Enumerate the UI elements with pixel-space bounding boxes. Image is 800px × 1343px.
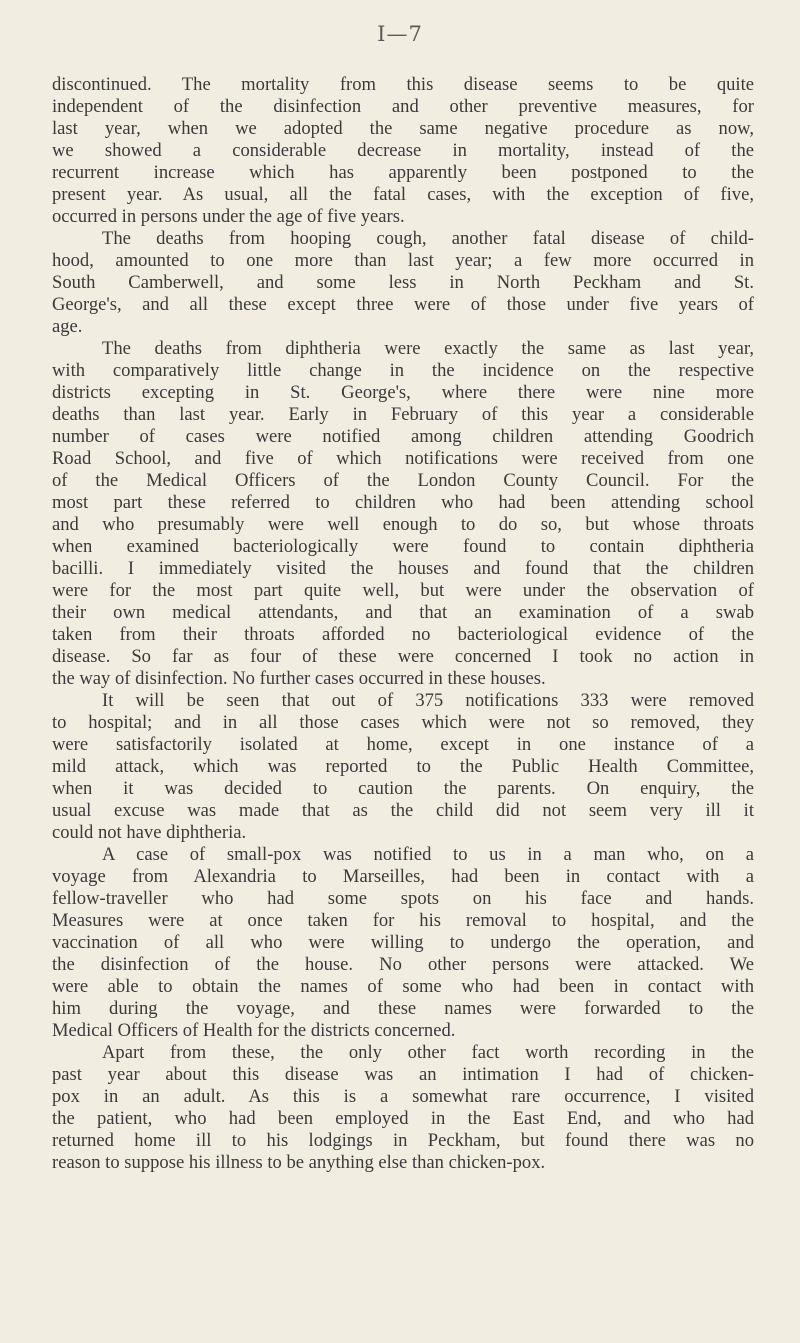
text-line: most part these referred to children who had been attending school <box>52 492 754 513</box>
text-line: Apart from these, the only other fact worth recording in the <box>102 1042 754 1063</box>
text-line: It will be seen that out of 375 notifications 333 were removed <box>102 690 754 711</box>
text-line: The deaths from hooping cough, another fatal disease of child- <box>102 228 754 249</box>
paragraph-p1 <box>52 74 754 228</box>
text-line: recurrent increase which has apparently been postponed to the <box>52 162 754 183</box>
text-line: mild attack, which was reported to the Public Health Committee, <box>52 756 754 777</box>
text-line: when examined bacteriologically were found to contain diphtheria <box>52 536 754 557</box>
page-number: I—7 <box>377 22 423 46</box>
text-line: were for the most part quite well, but were under the observation of <box>52 580 754 601</box>
text-line: the disinfection of the house. No other persons were attacked. We <box>52 954 754 975</box>
text-line: Road School, and five of which notifications were received from one <box>52 448 754 469</box>
text-line: usual excuse was made that as the child did not seem very ill it <box>52 800 754 821</box>
text-line: returned home ill to his lodgings in Peckham, but found there was no <box>52 1130 754 1151</box>
paragraph-p4 <box>52 690 754 844</box>
text-line: present year. As usual, all the fatal cases, with the exception of five, <box>52 184 754 205</box>
text-line: to hospital; and in all those cases which were not so removed, they <box>52 712 754 733</box>
text-line: discontinued. The mortality from this disease seems to be quite <box>52 74 754 95</box>
text-line: of the Medical Officers of the London County Council. For the <box>52 470 754 491</box>
text-line: Medical Officers of Health for the districts concerned. <box>52 1020 456 1041</box>
text-line: bacilli. I immediately visited the houses and found that the children <box>52 558 754 579</box>
text-line: Measures were at once taken for his removal to hospital, and the <box>52 910 754 931</box>
text-line: voyage from Alexandria to Marseilles, had been in contact with a <box>52 866 754 887</box>
text-line: past year about this disease was an intimation I had of chicken- <box>52 1064 754 1085</box>
body-text <box>52 74 754 1174</box>
text-line: could not have diphtheria. <box>52 822 247 843</box>
text-line: deaths than last year. Early in February of this year a considerable <box>52 404 754 425</box>
text-line: George's, and all these except three were of those under five years of <box>52 294 754 315</box>
text-line: A case of small-pox was notified to us in a man who, on a <box>102 844 754 865</box>
text-line: vaccination of all who were willing to undergo the operation, and <box>52 932 754 953</box>
text-line: and who presumably were well enough to do so, but whose throats <box>52 514 754 535</box>
text-line: South Camberwell, and some less in North Peckham and St. <box>52 272 754 293</box>
text-line: were satisfactorily isolated at home, except in one instance of a <box>52 734 754 755</box>
text-line: were able to obtain the names of some who had been in contact with <box>52 976 754 997</box>
text-line: occurred in persons under the age of five years. <box>52 206 405 227</box>
text-line: their own medical attendants, and that an examination of a swab <box>52 602 754 623</box>
paragraph-p3 <box>52 338 754 690</box>
text-line: reason to suppose his illness to be anything else than chicken-pox. <box>52 1152 546 1173</box>
text-line: The deaths from diphtheria were exactly the same as last year, <box>102 338 754 359</box>
paragraph-p6 <box>52 1042 754 1174</box>
text-line: when it was decided to caution the parents. On enquiry, the <box>52 778 754 799</box>
text-line: the patient, who had been employed in the East End, and who had <box>52 1108 754 1129</box>
text-line: with comparatively little change in the incidence on the respective <box>52 360 754 381</box>
text-line: hood, amounted to one more than last year; a few more occurred in <box>52 250 754 271</box>
text-line: age. <box>52 316 83 337</box>
paragraph-p2 <box>52 228 754 338</box>
text-line: independent of the disinfection and other preventive measures, for <box>52 96 754 117</box>
text-line: pox in an adult. As this is a somewhat rare occurrence, I visited <box>52 1086 754 1107</box>
text-line: disease. So far as four of these were concerned I took no action in <box>52 646 754 667</box>
text-line: last year, when we adopted the same negative procedure as now, <box>52 118 754 139</box>
paragraph-p5 <box>52 844 754 1042</box>
text-line: fellow-traveller who had some spots on his face and hands. <box>52 888 754 909</box>
text-line: him during the voyage, and these names were forwarded to the <box>52 998 754 1019</box>
text-line: we showed a considerable decrease in mortality, instead of the <box>52 140 754 161</box>
text-line: number of cases were notified among children attending Goodrich <box>52 426 754 447</box>
text-line: the way of disinfection. No further cases occurred in these houses. <box>52 668 546 689</box>
text-line: districts excepting in St. George's, where there were nine more <box>52 382 754 403</box>
text-line: taken from their throats afforded no bacteriological evidence of the <box>52 624 754 645</box>
